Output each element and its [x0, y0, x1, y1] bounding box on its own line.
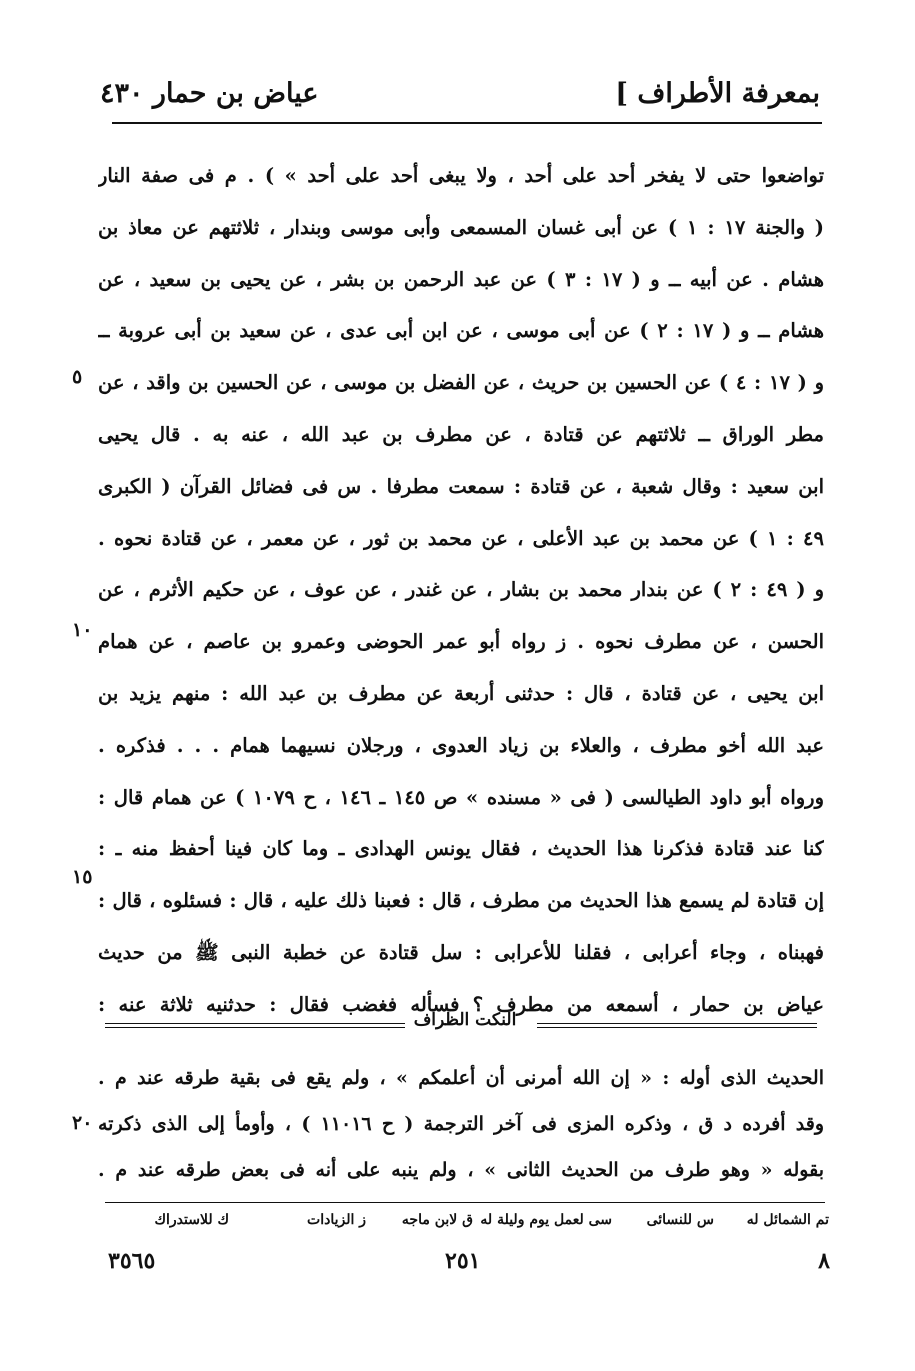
notes-text	[98, 1055, 824, 1193]
divider-rule	[105, 1023, 405, 1028]
text-line: كنا عند قتادة فذكرنا هذا الحديث ، فقال يونس الهدادى ـ وما كان فينا أحفظ منه ـ :	[98, 837, 824, 861]
hadith-count: ٣٥٦٥	[108, 1248, 156, 1274]
running-head	[100, 78, 820, 118]
volume-number: ٨	[818, 1248, 830, 1274]
text-line: هشام . عن أبيه ــ و ( ١٧ : ٣ ) عن عبد الرحمن بن بشر ، عن يحيى بن سعيد ، عن	[98, 267, 824, 291]
line-number: ٢٠	[72, 1112, 93, 1134]
note-line: بقوله « وهو طرف من الحديث الثانى » ، ولم ينبه على أنه فى بعض طرقه عند م .	[98, 1159, 824, 1181]
footer-rule	[105, 1202, 825, 1203]
page-footer	[100, 1248, 830, 1284]
text-line: ابن يحيى ، عن قتادة ، قال : حدثنى أربعة عن مطرف بن عبد الله : منهم يزيد بن	[98, 681, 824, 705]
notes-divider	[105, 1010, 817, 1050]
notes-heading: النكت الظراف	[413, 1010, 517, 1030]
legend-item: ق لابن ماجه	[401, 1212, 473, 1228]
text-line: هشام ــ و ( ١٧ : ٢ ) عن أبى موسى ، عن ابن أبى عدى ، عن سعيد بن أبى عروبة ــ	[98, 319, 824, 343]
text-line: و ( ٤٩ : ٢ ) عن بندار محمد بن بشار ، عن غندر ، عن عوف ، عن حكيم الأثرم ، عن	[98, 578, 824, 602]
text-line: فهبناه ، وجاء أعرابى ، فقلنا للأعرابى : سل قتادة عن خطبة النبى ﷺ من حديث	[98, 940, 824, 964]
legend-item: ك للاستدراك	[154, 1212, 229, 1228]
abbreviations-legend	[102, 1212, 829, 1238]
legend-item: تم الشمائل له	[746, 1212, 829, 1228]
header-rule	[112, 122, 822, 124]
legend-item: س للنسائى	[646, 1212, 714, 1228]
legend-item: سى لعمل يوم وليلة له	[480, 1212, 612, 1228]
text-line: عياض بن حمار ، أسمعه من مطرف ؟ فسأله فغضب فقال : حدثنيه ثلاثة عنه :	[98, 992, 824, 1016]
note-line: وقد أفرده د ق ، وذكره المزى فى آخر الترجمة ( ح ١١٠١٦ ) ، وأومأ إلى الذى ذكرته	[98, 1113, 824, 1135]
text-line: تواضعوا حتى لا يفخر أحد على أحد ، ولا يبغى أحد على أحد » ) . م فى صفة النار	[98, 164, 824, 187]
book-section-title: بمعرفة الأطراف ]	[615, 78, 820, 109]
text-line: ابن سعيد : وقال شعبة ، عن قتادة : سمعت مطرفا . س فى فضائل القرآن ( الكبرى	[98, 474, 824, 498]
text-line: الحسن ، عن مطرف نحوه . ز رواه أبو عمر الحوضى وعمرو بن عاصم ، عن همام	[98, 630, 824, 654]
page-number: ٢٥١	[445, 1248, 481, 1274]
text-line: ورواه أبو داود الطيالسى ( فى « مسنده » ص ١٤٥ ـ ١٤٦ ، ح ١٠٧٩ ) عن همام قال :	[98, 785, 824, 809]
divider-rule	[537, 1023, 817, 1028]
text-line: ( والجنة ١٧ : ١ ) عن أبى غسان المسمعى وأبى موسى وبندار ، ثلاثتهم عن معاذ بن	[98, 215, 824, 239]
text-line: إن قتادة لم يسمع هذا الحديث من مطرف ، قال : فعبنا ذلك عليه ، قال : فسئلوه ، قال :	[98, 889, 824, 913]
line-number: ١٠	[72, 619, 93, 641]
note-line: الحديث الذى أوله : « إن الله أمرنى أن أعلمكم » ، ولم يقع فى بقية طرقه عند م .	[98, 1067, 824, 1089]
text-line: مطر الوراق ــ ثلاثتهم عن قتادة ، عن مطرف بن عبد الله ، عنه به . قال يحيى	[98, 422, 824, 446]
text-line: و ( ١٧ : ٤ ) عن الحسين بن حريث ، عن الفضل بن موسى ، عن الحسين بن واقد ، عن	[98, 371, 824, 395]
text-line: ٤٩ : ١ ) عن محمد بن عبد الأعلى ، عن محمد بن ثور ، عن معمر ، عن قتادة نحوه .	[98, 526, 824, 550]
line-number: ١٥	[72, 866, 93, 888]
legend-item: ز الزيادات	[307, 1212, 366, 1228]
entry-title: عياض بن حمار ٤٣٠	[100, 78, 319, 109]
line-number: ٥	[72, 366, 83, 388]
text-line: عبد الله أخو مطرف ، والعلاء بن زياد العدوى ، ورجلان نسيهما همام . . . فذكره .	[98, 733, 824, 757]
main-text	[98, 150, 824, 1031]
